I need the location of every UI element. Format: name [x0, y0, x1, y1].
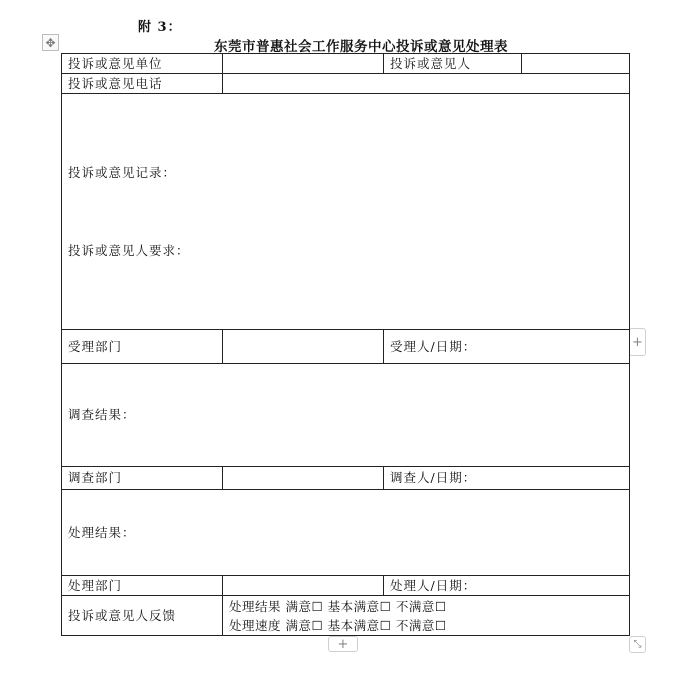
feedback-options[interactable]	[223, 596, 630, 636]
value-complainant-person[interactable]	[522, 54, 630, 74]
label-accepting-dept: 受理部门	[62, 330, 223, 364]
label-acceptor-date[interactable]: 受理人/日期：	[384, 330, 630, 364]
label-complainant-unit: 投诉或意见单位	[62, 54, 223, 74]
feedback-speed-line[interactable]: 处理速度 满意☐ 基本满意☐ 不满意☐	[229, 617, 447, 633]
label-investigation-result[interactable]: 调查结果：	[62, 364, 630, 467]
label-investigating-dept: 调查部门	[62, 467, 223, 490]
resize-icon[interactable]: ⤡	[629, 636, 646, 653]
label-handling-dept: 处理部门	[62, 576, 223, 596]
move-icon[interactable]: ✥	[42, 34, 59, 51]
table-row	[62, 596, 630, 636]
value-investigating-dept[interactable]	[223, 467, 384, 490]
add-row-plus-icon[interactable]: +	[328, 636, 358, 652]
value-complainant-unit[interactable]	[223, 54, 384, 74]
form-title: 东莞市普惠社会工作服务中心投诉或意见处理表	[214, 39, 508, 55]
table-row	[62, 94, 630, 330]
feedback-result-line[interactable]: 处理结果 满意☐ 基本满意☐ 不满意☐	[229, 598, 447, 614]
complaint-form-table	[61, 53, 630, 636]
label-complainant-request: 投诉或意见人要求：	[68, 242, 190, 258]
label-complainant-person: 投诉或意见人	[384, 54, 522, 74]
table-row	[62, 490, 630, 576]
table-row	[62, 74, 630, 94]
label-handler-date[interactable]: 处理人/日期：	[384, 576, 630, 596]
attachment-label: 附 3：	[138, 20, 182, 35]
label-investigator-date[interactable]: 调查人/日期：	[384, 467, 630, 490]
table-row	[62, 54, 630, 74]
value-handling-dept[interactable]	[223, 576, 384, 596]
label-handling-result[interactable]: 处理结果：	[62, 490, 630, 576]
value-complainant-phone[interactable]	[223, 74, 630, 94]
add-column-plus-icon[interactable]: +	[629, 328, 646, 356]
table-row	[62, 330, 630, 364]
value-accepting-dept[interactable]	[223, 330, 384, 364]
label-complainant-phone: 投诉或意见电话	[62, 74, 223, 94]
label-feedback: 投诉或意见人反馈	[62, 596, 223, 636]
table-row	[62, 467, 630, 490]
table-row	[62, 576, 630, 596]
table-row	[62, 364, 630, 467]
label-complaint-record: 投诉或意见记录：	[68, 164, 177, 180]
complaint-record-cell[interactable]	[62, 94, 630, 330]
